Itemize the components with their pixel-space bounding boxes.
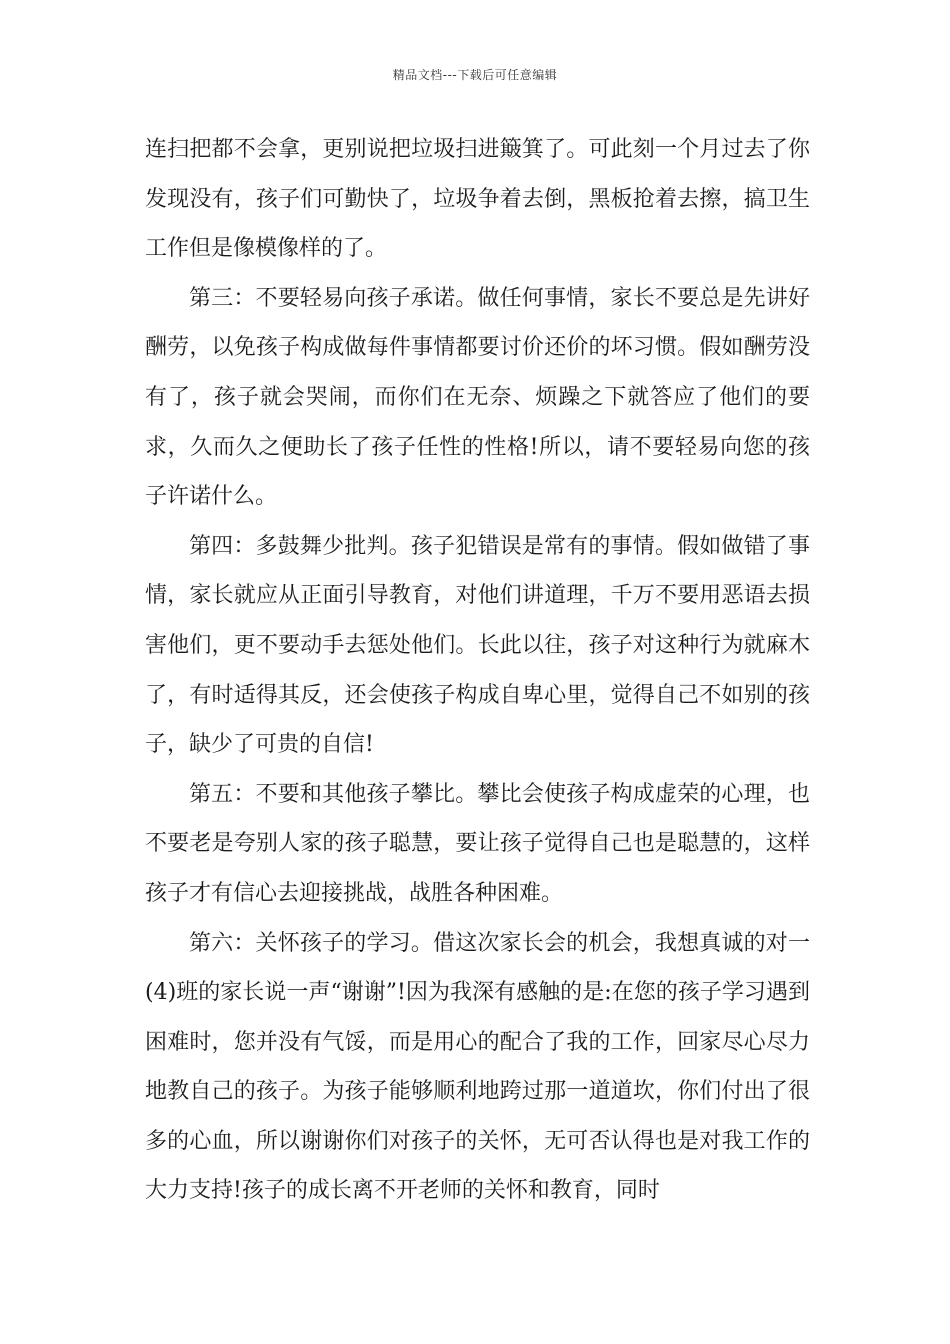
paragraph-point-five: 第五：不要和其他孩子攀比。攀比会使孩子构成虚荣的心理，也不要老是夸别人家的孩子聪慧，要让孩子觉得自己也是聪慧的，这样孩子才有信心去迎接挑战，战胜各种困难。 [145,781,810,906]
document-body [145,125,810,1216]
paragraph-point-four: 第四：多鼓舞少批判。孩子犯错误是常有的事情。假如做错了事情，家长就应从正面引导教育，对他们讲道理，千万不要用恶语去损害他们，更不要动手去惩处他们。长此以往，孩子对这种行为就麻木了，有时适得其反，还会使孩子构成自卑心里，觉得自己不如别的孩子，缺少了可贵的自信! [145,533,810,758]
paragraph-continuation: 连扫把都不会拿，更别说把垃圾扫进簸箕了。可此刻一个月过去了你发现没有，孩子们可勤快了，垃圾争着去倒，黑板抢着去擦，搞卫生工作但是像模像样的了。 [145,137,810,262]
paragraph-point-three: 第三：不要轻易向孩子承诺。做任何事情，家长不要总是先讲好酬劳，以免孩子构成做每件事情都要讨价还价的坏习惯。假如酬劳没有了，孩子就会哭闹，而你们在无奈、烦躁之下就答应了他们的要求，久而久之便助长了孩子任性的性格!所以，请不要轻易向您的孩子许诺什么。 [145,285,810,510]
paragraph-point-six: 第六：关怀孩子的学习。借这次家长会的机会，我想真诚的对一(4)班的家长说一声“谢谢”!因为我深有感触的是:在您的孩子学习遇到困难时，您并没有气馁，而是用心的配合了我的工作，回家尽心尽力地教自己的孩子。为孩子能够顺利地跨过那一道道坎，你们付出了很多的心血，所以谢谢你们对孩子的关怀，无可否认得也是对我工作的大力支持!孩子的成长离不开老师的关怀和教育，同时 [145,930,810,1204]
page-header: 精品文档---下载后可任意编辑 [392,68,558,82]
